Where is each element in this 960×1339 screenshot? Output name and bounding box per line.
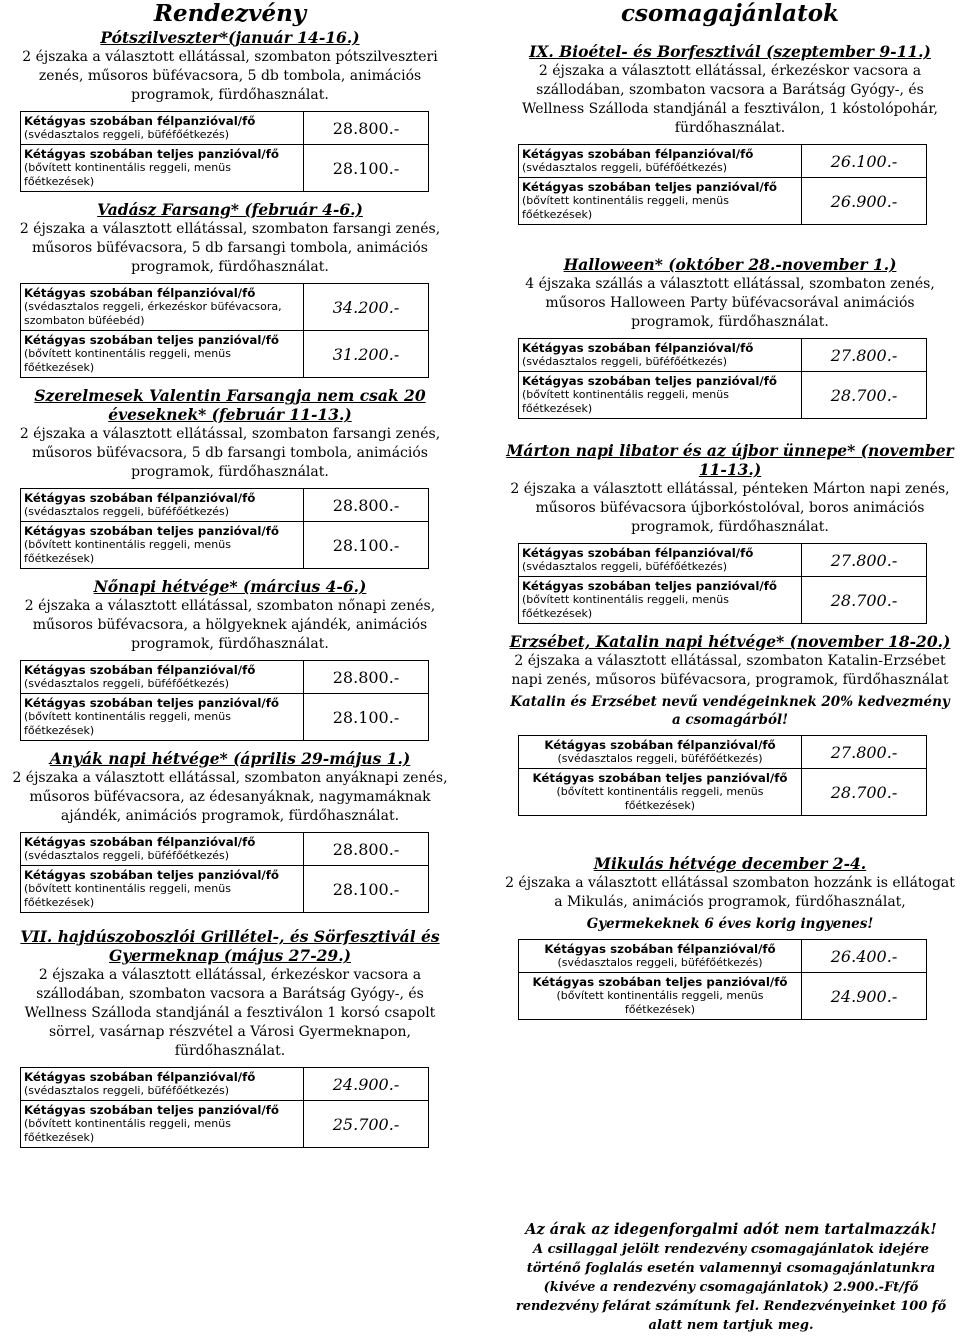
full-board-title: Kétágyas szobában teljes panzióval/fő: [522, 180, 777, 194]
full-board-label: [21, 331, 304, 378]
half-board-subtitle: (svédasztalos reggeli, érkezéskor büfévacsora, szombaton büféebéd): [24, 300, 282, 327]
event-section: [6, 927, 454, 1148]
full-board-label: [519, 769, 802, 816]
half-board-price: 28.800.-: [304, 112, 429, 145]
half-board-title: Kétágyas szobában félpanzióval/fő: [24, 663, 256, 677]
half-board-subtitle: (svédasztalos reggeli, büféfőétkezés): [24, 505, 230, 518]
full-board-price: 25.700.-: [304, 1101, 429, 1148]
event-title: Nőnapi hétvége* (március 4-6.): [93, 577, 367, 596]
event-description: 2 éjszaka a választott ellátással, szombaton pótszilveszteri zenés, műsoros büfévacsora, 5 db tombola, animációs programok, fürdőhasználat.: [22, 49, 438, 103]
half-board-title: Kétágyas szobában félpanzióval/fő: [24, 286, 256, 300]
half-board-subtitle: (svédasztalos reggeli, büféfőétkezés): [24, 128, 230, 141]
half-board-title: Kétágyas szobában félpanzióval/fő: [522, 546, 754, 560]
full-board-price: 28.100.-: [304, 145, 429, 192]
full-board-label: [21, 145, 304, 192]
full-board-row: [519, 577, 927, 624]
event-description: 2 éjszaka a választott ellátással, szombaton farsangi zenés, műsoros büfévacsora, 5 db farsangi tombola, animációs programok, fürdőhasználat.: [19, 221, 441, 275]
event-section: [6, 386, 454, 569]
event-description: 2 éjszaka a választott ellátással, szombaton Katalin-Erzsébet napi zenés, műsoros büfévacsora, programok, fürdőhasználat: [511, 653, 949, 688]
full-board-subtitle: (bővített kontinentális reggeli, menüs főétkezések): [24, 1117, 231, 1144]
full-board-subtitle: (bővített kontinentális reggeli, menüs főétkezések): [24, 710, 231, 737]
half-board-price: 27.800.-: [802, 736, 927, 769]
full-board-price: 28.700.-: [802, 769, 927, 816]
full-board-price: 28.100.-: [304, 866, 429, 913]
event-title: Halloween* (október 28.-november 1.): [563, 255, 897, 274]
tax-note: Az árak az idegenforgalmi adót nem tartalmazzák!: [525, 1221, 937, 1238]
event-description: 4 éjszaka szállás a választott ellátással, szombaton zenés, műsoros Halloween Party büfévacsorával animációs programok, fürdőhasználat.: [525, 276, 935, 330]
half-board-price: 26.100.-: [802, 145, 927, 178]
half-board-price: 34.200.-: [304, 284, 429, 331]
price-table: [518, 939, 927, 1020]
half-board-price: 24.900.-: [304, 1068, 429, 1101]
event-section: [6, 749, 454, 913]
full-board-subtitle: (bővített kontinentális reggeli, menüs főétkezések): [522, 593, 729, 620]
left-column: [6, 0, 454, 1156]
full-board-row: [21, 694, 429, 741]
price-table: [20, 111, 429, 192]
half-board-row: [21, 112, 429, 145]
price-table: [518, 338, 927, 419]
event-title: Pótszilveszter*(január 14-16.): [100, 28, 360, 47]
half-board-price: 28.800.-: [304, 489, 429, 522]
half-board-label: [519, 145, 802, 178]
full-board-label: [21, 522, 304, 569]
event-section: [504, 441, 956, 624]
price-table: [20, 1067, 429, 1148]
full-board-title: Kétágyas szobában teljes panzióval/fő: [24, 524, 279, 538]
full-board-price: 28.100.-: [304, 694, 429, 741]
half-board-label: [21, 284, 304, 331]
full-board-price: 24.900.-: [802, 973, 927, 1020]
event-title: Anyák napi hétvége* (április 29-május 1.): [49, 749, 411, 768]
half-board-subtitle: (svédasztalos reggeli, büféfőétkezés): [557, 956, 763, 969]
event-section: [504, 255, 956, 419]
full-board-price: 28.700.-: [802, 372, 927, 419]
full-board-title: Kétágyas szobában teljes panzióval/fő: [532, 771, 788, 785]
event-description: 2 éjszaka a választott ellátással, pénteken Márton napi zenés, műsoros büfévacsora újborkóstolóval, boros animációs programok, fürdőhasználat.: [510, 481, 950, 535]
full-board-title: Kétágyas szobában teljes panzióval/fő: [24, 147, 279, 161]
page-title-right: csomagajánlatok: [620, 0, 839, 27]
full-board-label: [519, 577, 802, 624]
half-board-title: Kétágyas szobában félpanzióval/fő: [522, 341, 754, 355]
half-board-title: Kétágyas szobában félpanzióval/fő: [24, 1070, 256, 1084]
full-board-label: [21, 694, 304, 741]
full-board-subtitle: (bővített kontinentális reggeli, menüs főétkezések): [522, 388, 729, 415]
full-board-subtitle: (bővített kontinentális reggeli, menüs főétkezések): [24, 538, 231, 565]
half-board-row: [21, 1068, 429, 1101]
half-board-row: [519, 145, 927, 178]
event-description: 2 éjszaka a választott ellátással, szombaton anyáknapi zenés, műsoros büfévacsora, az édesanyáknak, nagymamáknak ajándék, animációs programok, fürdőhasználat.: [12, 770, 448, 824]
full-board-row: [519, 973, 927, 1020]
half-board-row: [21, 661, 429, 694]
full-board-row: [21, 522, 429, 569]
half-board-row: [21, 833, 429, 866]
full-board-label: [519, 372, 802, 419]
half-board-subtitle: (svédasztalos reggeli, büféfőétkezés): [522, 560, 728, 573]
full-board-row: [519, 178, 927, 225]
price-table: [518, 543, 927, 624]
price-table: [20, 488, 429, 569]
half-board-row: [519, 736, 927, 769]
event-title: Szerelmesek Valentin Farsangja nem csak 20 éveseknek* (február 11-13.): [34, 386, 426, 424]
full-board-row: [519, 372, 927, 419]
event-section: [504, 632, 956, 816]
half-board-label: [21, 112, 304, 145]
event-section: [6, 28, 454, 192]
right-column: [504, 0, 956, 1028]
left-event-list: [6, 28, 454, 1148]
full-board-title: Kétágyas szobában teljes panzióval/fő: [24, 333, 279, 347]
full-board-price: 26.900.-: [802, 178, 927, 225]
full-board-subtitle: (bővített kontinentális reggeli, menüs főétkezések): [24, 882, 231, 909]
full-board-label: [21, 1101, 304, 1148]
half-board-title: Kétágyas szobában félpanzióval/fő: [522, 147, 754, 161]
full-board-title: Kétágyas szobában teljes panzióval/fő: [522, 374, 777, 388]
event-note: Katalin és Erzsébet nevű vendégeinknek 20% kedvezmény a csomagárból!: [510, 694, 950, 728]
full-board-row: [21, 331, 429, 378]
right-event-list: [504, 42, 956, 1020]
half-board-subtitle: (svédasztalos reggeli, büféfőétkezés): [522, 161, 728, 174]
full-board-price: 28.100.-: [304, 522, 429, 569]
event-title: IX. Bioétel- és Borfesztivál (szeptember 9-11.): [529, 42, 931, 61]
full-board-row: [21, 145, 429, 192]
full-board-label: [21, 866, 304, 913]
price-table: [20, 832, 429, 913]
half-board-row: [21, 284, 429, 331]
event-title: Vadász Farsang* (február 4-6.): [97, 200, 363, 219]
event-section: [504, 42, 956, 225]
event-description: 2 éjszaka a választott ellátással, érkezéskor vacsora a szállodában, szombaton vacsora a Barátság Gyógy-, és Wellness Szálloda standjánál a fesztiválon, 1 kóstolópohár, fürdőhasználat.: [522, 63, 938, 136]
event-title: VII. hajdúszoboszlói Grillétel-, és Sörfesztivál és Gyermeknap (május 27-29.): [20, 927, 440, 965]
event-title: Márton napi libator és az újbor ünnepe* (november 11-13.): [506, 441, 954, 479]
full-board-price: 28.700.-: [802, 577, 927, 624]
price-footnote: [506, 1220, 956, 1335]
half-board-title: Kétágyas szobában félpanzióval/fő: [24, 491, 256, 505]
surcharge-note: A csillaggal jelölt rendezvény csomagajánlatok idejére történő foglalás esetén valamennyi csomagajánlatunkra (kivéve a rendezvény csomagajánlatok) 2.900.-Ft/fő rendezvény felárat számítunk fel. Rendezvényeinket 100 fő alatt nem tartjuk meg.: [515, 1242, 947, 1333]
full-board-label: [519, 973, 802, 1020]
full-board-price: 31.200.-: [304, 331, 429, 378]
half-board-label: [21, 833, 304, 866]
full-board-title: Kétágyas szobában teljes panzióval/fő: [522, 579, 777, 593]
half-board-label: [519, 339, 802, 372]
half-board-label: [21, 661, 304, 694]
half-board-title: Kétágyas szobában félpanzióval/fő: [544, 942, 776, 956]
half-board-subtitle: (svédasztalos reggeli, büféfőétkezés): [24, 849, 230, 862]
half-board-subtitle: (svédasztalos reggeli, büféfőétkezés): [557, 752, 763, 765]
event-description: 2 éjszaka a választott ellátással, szombaton nőnapi zenés, műsoros büfévacsora, a hölgyeknek ajándék, animációs programok, fürdőhasználat.: [24, 598, 436, 652]
full-board-subtitle: (bővített kontinentális reggeli, menüs főétkezések): [556, 785, 764, 812]
price-table: [20, 283, 429, 378]
half-board-price: 27.800.-: [802, 339, 927, 372]
half-board-label: [519, 736, 802, 769]
event-section: [6, 577, 454, 741]
event-section: [504, 854, 956, 1020]
full-board-title: Kétágyas szobában teljes panzióval/fő: [24, 696, 279, 710]
full-board-row: [21, 1101, 429, 1148]
full-board-subtitle: (bővített kontinentális reggeli, menüs főétkezések): [24, 347, 231, 374]
half-board-title: Kétágyas szobában félpanzióval/fő: [24, 835, 256, 849]
full-board-subtitle: (bővített kontinentális reggeli, menüs főétkezések): [556, 989, 764, 1016]
event-description: 2 éjszaka a választott ellátással szombaton hozzánk is ellátogat a Mikulás, animációs programok, fürdőhasználat,: [505, 875, 955, 910]
half-board-subtitle: (svédasztalos reggeli, büféfőétkezés): [24, 1084, 230, 1097]
full-board-title: Kétágyas szobában teljes panzióval/fő: [24, 868, 279, 882]
event-title: Mikulás hétvége december 2-4.: [593, 854, 867, 873]
full-board-subtitle: (bővített kontinentális reggeli, menüs főétkezések): [522, 194, 729, 221]
price-table: [518, 735, 927, 816]
event-description: 2 éjszaka a választott ellátással, érkezéskor vacsora a szállodában, szombaton vacsora a Barátság Gyógy-, és Wellness Szálloda standjánál a fesztiválon 1 korsó csapolt sörrel, vasárnap részvétel a Városi Gyermeknapon, fürdőhasználat.: [24, 967, 436, 1059]
half-board-label: [519, 940, 802, 973]
half-board-row: [519, 940, 927, 973]
half-board-price: 28.800.-: [304, 833, 429, 866]
half-board-label: [519, 544, 802, 577]
half-board-price: 28.800.-: [304, 661, 429, 694]
half-board-price: 26.400.-: [802, 940, 927, 973]
half-board-row: [519, 544, 927, 577]
full-board-subtitle: (bővített kontinentális reggeli, menüs főétkezések): [24, 161, 231, 188]
price-table: [518, 144, 927, 225]
full-board-title: Kétágyas szobában teljes panzióval/fő: [532, 975, 788, 989]
half-board-row: [21, 489, 429, 522]
half-board-price: 27.800.-: [802, 544, 927, 577]
half-board-row: [519, 339, 927, 372]
full-board-title: Kétágyas szobában teljes panzióval/fő: [24, 1103, 279, 1117]
half-board-title: Kétágyas szobában félpanzióval/fő: [24, 114, 256, 128]
half-board-title: Kétágyas szobában félpanzióval/fő: [544, 738, 776, 752]
half-board-label: [21, 1068, 304, 1101]
full-board-row: [519, 769, 927, 816]
full-board-row: [21, 866, 429, 913]
event-description: 2 éjszaka a választott ellátással, szombaton farsangi zenés, műsoros büfévacsora, 5 db farsangi tombola, animációs programok, fürdőhasználat.: [19, 426, 441, 480]
event-section: [6, 200, 454, 378]
half-board-label: [21, 489, 304, 522]
page-title-left: Rendezvény: [153, 0, 307, 27]
full-board-label: [519, 178, 802, 225]
half-board-subtitle: (svédasztalos reggeli, büféfőétkezés): [24, 677, 230, 690]
price-table: [20, 660, 429, 741]
half-board-subtitle: (svédasztalos reggeli, büféfőétkezés): [522, 355, 728, 368]
event-note: Gyermekeknek 6 éves korig ingyenes!: [586, 916, 874, 932]
event-title: Erzsébet, Katalin napi hétvége* (november 18-20.): [509, 632, 951, 651]
